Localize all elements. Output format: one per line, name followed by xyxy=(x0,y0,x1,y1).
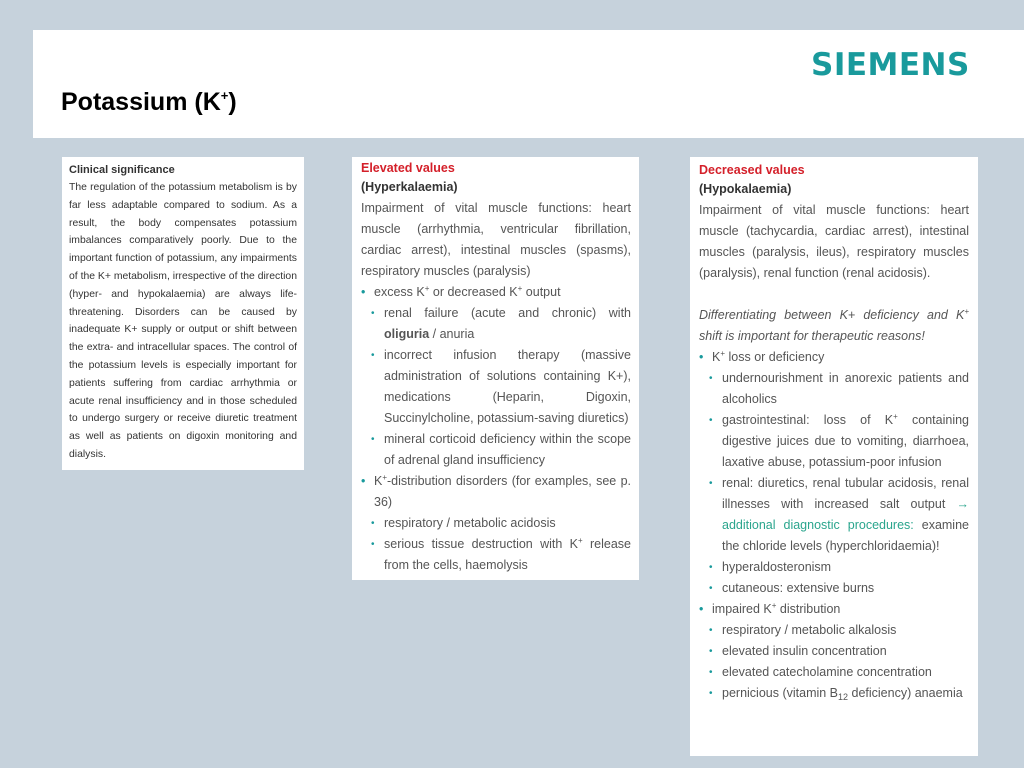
clinical-body: The regulation of the potassium metabolism is by far less adaptable compared to sodium. As a result, the body compensates potassium imbalances comparatively poorly. Due to the important function of potassium, any impairments of the K+ metabolism, irrespective of the direction (hyper- and hypokalaemia) are always life-threatening. Disorders can be caused by inadequate K+ supply or output or shift between the extra- and intracellular spaces. The control of the potassium levels is especially important for patients suffering from cardiac arrhythmia or acute renal insufficiency and in those scheduled to undergo surgery or receive diuretic treatment as well as patients on digoxin monitoring and dialysis. xyxy=(69,182,297,460)
decreased-subtitle: (Hypokalaemia) xyxy=(699,182,792,196)
list-item: • hyperaldosteronism xyxy=(699,557,969,578)
list-item: • K+-distribution disorders (for examples, see p. 36) xyxy=(361,471,631,513)
elevated-title: Elevated values xyxy=(361,161,455,175)
diagnostic-link[interactable]: → additional diagnostic procedures: xyxy=(722,497,969,532)
clinical-heading: Clinical significance xyxy=(69,164,175,176)
list-item: • pernicious (vitamin $B_{12}$ deficiency) anaemia xyxy=(699,683,969,704)
decreased-intro: Impairment of vital muscle functions: heart muscle (tachycardia, cardiac arrest), intestinal muscles (paralysis, ileus), respiratory muscles (paralysis), renal function (renal acidosis). xyxy=(699,203,969,280)
list-item: • excess K+ or decreased K+ output xyxy=(361,282,631,303)
spacer xyxy=(699,284,969,305)
elevated-values-panel xyxy=(352,157,639,580)
list-item: • undernourishment in anorexic patients and alcoholics xyxy=(699,368,969,410)
list-item: • gastrointestinal: loss of K+ containing digestive juices due to vomiting, diarrhoea, laxative abuse, potassium-poor infusion xyxy=(699,410,969,473)
list-item: • K+ loss or deficiency xyxy=(699,347,969,368)
list-item: • elevated catecholamine concentration xyxy=(699,662,969,683)
list-item: • renal failure (acute and chronic) with oliguria / anuria xyxy=(361,303,631,345)
list-item: • serious tissue destruction with K+ release from the cells, haemolysis xyxy=(361,534,631,576)
elevated-subtitle: (Hyperkalaemia) xyxy=(361,180,458,194)
list-item: • elevated insulin concentration xyxy=(699,641,969,662)
decreased-title: Decreased values xyxy=(699,163,805,177)
list-item: • cutaneous: extensive burns xyxy=(699,578,969,599)
list-item: • incorrect infusion therapy (massive administration of solutions containing K+), medications (Heparin, Digoxin, Succinylcholine, potassium-saving diuretics) xyxy=(361,345,631,429)
list-item: • respiratory / metabolic alkalosis xyxy=(699,620,969,641)
elevated-intro: Impairment of vital muscle functions: heart muscle (arrhythmia, ventricular fibrillation, cardiac arrest), intestinal muscles (spasms), respiratory muscles (paralysis) xyxy=(361,201,631,278)
header-bar xyxy=(33,30,1024,138)
siemens-logo: SIEMENS xyxy=(811,47,970,83)
decreased-note: Differentiating between K+ deficiency and K+ shift is important for therapeutic reasons! xyxy=(699,307,969,343)
page-title: Potassium (K+) xyxy=(61,88,237,116)
list-item: • renal: diuretics, renal tubular acidosis, renal illnesses with increased salt output → additional diagnostic procedures: examine the chloride levels (hyperchloridaemia)! xyxy=(699,473,969,557)
list-item: • impaired K+ distribution xyxy=(699,599,969,620)
decreased-values-panel xyxy=(690,157,978,756)
clinical-significance-panel xyxy=(62,157,304,470)
list-item: • respiratory / metabolic acidosis xyxy=(361,513,631,534)
list-item: • mineral corticoid deficiency within the scope of adrenal gland insufficiency xyxy=(361,429,631,471)
